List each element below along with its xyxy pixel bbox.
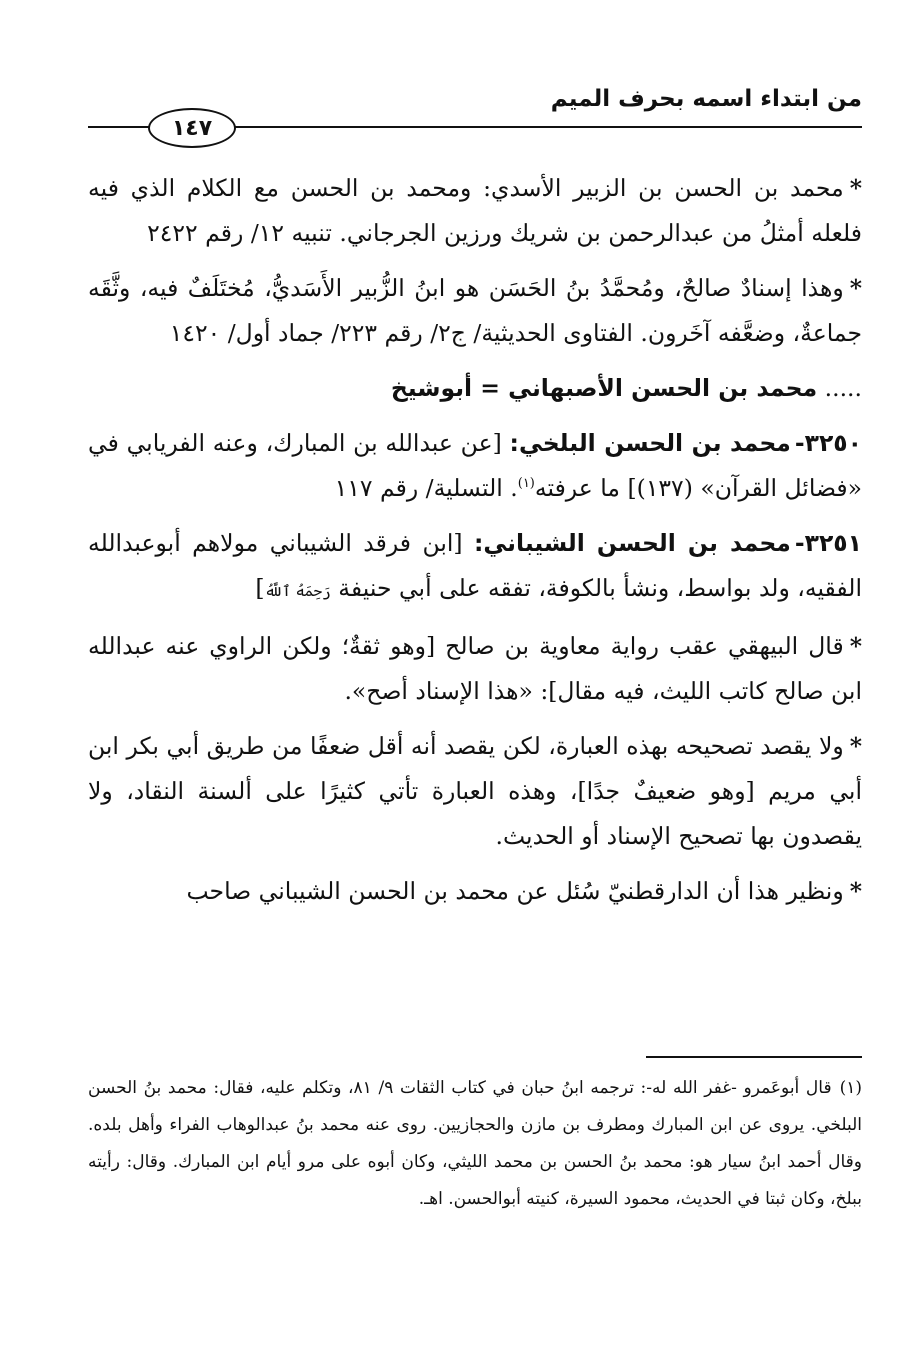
entry-text: [ابن فرقد الشيباني مولاهم أبوعبدالله الفقيه، ولد بواسط، ونشأ بالكوفة، تفقه على أبي حنيفة: [88, 529, 862, 602]
footnote-text: قال أبوعَمرو -غفر الله له-: ترجمه ابنُ حبان في كتاب الثقات ٩/ ٨١، وتكلم عليه، فقال: محمد بنُ الحسن البلخي. يروى عن ابن المبارك ومطرف بن مازن والحجازيين. روى عنه محمد بنُ عبدالوهاب الفراء وأهل بلده. وقال أحمد ابنُ سيار هو: محمد بنُ الحسن بن محمد الليثي، وكان أبوه على مرو أيام ابن المبارك. وقال: رأيته ببلخ، وكان ثبتا في الحديث، محمود السيرة، كنيته أبوالحسن. اهـ.: [88, 1078, 862, 1209]
asterisk-marker: *: [849, 877, 862, 905]
entry-text-tail: . التسلية/ رقم ١١٧: [334, 474, 518, 502]
paragraph-text: قال البيهقي عقب رواية معاوية بن صالح [وهو ثقةٌ؛ ولكن الراوي عنه عبدالله ابن صالح كاتب الليث، فيه مقال]: «هذا الإسناد أصح».: [88, 632, 862, 705]
entry-number: ٣٢٥١-: [794, 529, 862, 557]
entry-name: محمد بن الحسن البلخي:: [509, 429, 791, 457]
entry-text: [عن عبدالله بن المبارك، وعنه الفريابي في «فضائل القرآن» (١٣٧)] ما عرفته: [88, 429, 862, 502]
entry-name: محمد بن الحسن الشيباني:: [474, 529, 791, 557]
footnote-1: [88, 1070, 862, 1218]
footnote-reference[interactable]: (١): [517, 476, 535, 492]
paragraph-7: [88, 724, 862, 859]
page-number-badge: [148, 108, 236, 148]
paragraph-text: وهذا إسنادٌ صالحٌ، ومُحمَّدُ بنُ الحَسَن هو ابنُ الزُّبير الأَسَديُّ، مُختَلَفٌ فيه، وثَّقَه جماعةٌ، وضعَّفه آخَرون. الفتاوى الحديثية/ ج٢/ رقم ٢٢٣/ جماد أول/ ١٤٢٠: [88, 274, 862, 347]
entry-number: ٣٢٥٠-: [794, 429, 862, 457]
running-title: من ابتداء اسمه بحرف الميم: [550, 86, 862, 112]
main-text: [88, 166, 862, 924]
paragraph-1: [88, 166, 862, 256]
entry-3251: [88, 521, 862, 614]
asterisk-marker: *: [849, 632, 862, 660]
footnote-separator: [646, 1056, 862, 1058]
paragraph-3: [88, 366, 862, 411]
paragraph-2: [88, 266, 862, 356]
asterisk-marker: *: [849, 274, 862, 302]
page-number: ١٤٧: [171, 115, 213, 141]
paragraph-text: ولا يقصد تصحيحه بهذه العبارة، لكن يقصد أنه أقل ضعفًا من طريق أبي بكر ابن أبي مريم [وهو ضعيفٌ جدًا]، وهذه العبارة تأتي كثيرًا على ألسنة النقاد، ولا يقصدون بها تصحيح الإسناد أو الحديث.: [88, 732, 862, 850]
paragraph-text: محمد بن الحسن بن الزبير الأسدي: ومحمد بن الحسن مع الكلام الذي فيه فلعله أمثلُ من عبدالرحمن بن شريك ورزين الجرجاني. تنبيه ١٢/ رقم ٢٤٢٢: [88, 174, 862, 247]
paragraph-text: ونظير هذا أن الدارقطنيّ سُئل عن محمد بن الحسن الشيباني صاحب: [186, 877, 844, 905]
asterisk-marker: *: [849, 174, 862, 202]
ellipsis-marker: .....: [817, 374, 862, 402]
footnotes: [88, 1070, 862, 1218]
honorific-ligature: رَحِمَهُ ٱللَّهُ: [264, 582, 331, 600]
paragraph-8: [88, 869, 862, 914]
closing-bracket: ]: [255, 574, 265, 602]
paragraph-6: [88, 624, 862, 714]
cross-reference-entry: محمد بن الحسن الأصبهاني = أبوشيخ: [390, 374, 818, 402]
footnote-marker: (١): [839, 1078, 863, 1098]
asterisk-marker: *: [849, 732, 862, 760]
entry-3250: [88, 421, 862, 511]
